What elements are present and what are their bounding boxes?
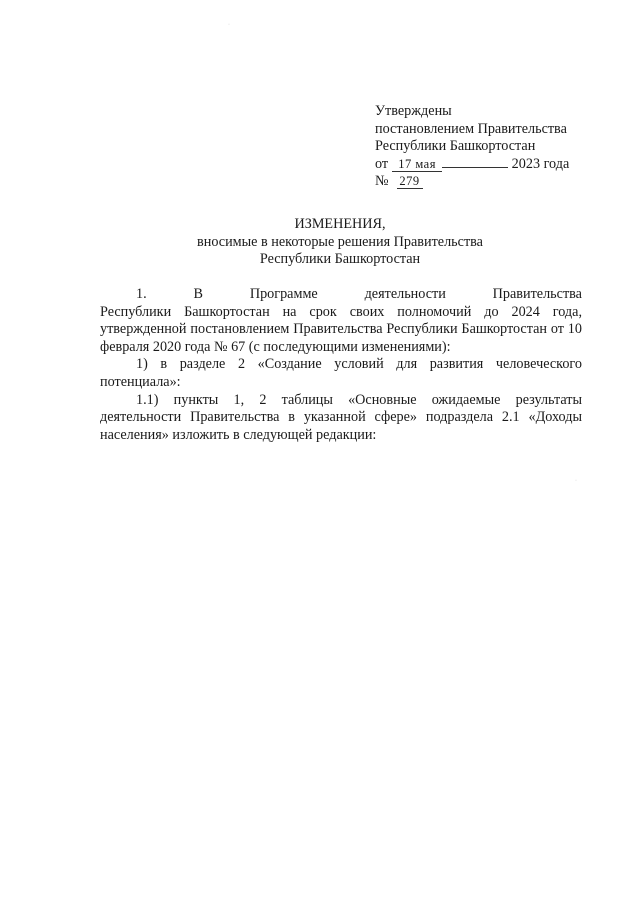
paragraph-1-first-line [100,286,582,304]
number-value: 279 [397,174,423,189]
date-prefix: от [375,155,389,172]
p1-word: 1. [136,286,147,302]
p1-word: В [193,286,203,302]
paragraph-1-rest: Республики Башкортостан на срок своих полномочий до 2024 года, утвержденной постановлением Правительства Республики Башкортостан от 10 февраля 2020 года № 67 (с последующими изменениями): [100,303,582,355]
paragraph-3: 1.1) пункты 1, 2 таблицы «Основные ожидаемые результаты деятельности Правительства в указанной сфере» подраздела 2.1 «Доходы населения» изложить в следующей редакции: [100,391,582,443]
approval-date-line [375,156,615,174]
approval-line-3: Республики Башкортостан [375,138,536,155]
paragraph-2: 1) в разделе 2 «Создание условий для развития человеческого потенциала»: [100,356,582,390]
title-line-2: вносимые в некоторые решения Правительства [197,233,483,250]
title-line-3: Республики Башкортостан [259,251,421,268]
scan-speck: · [228,22,230,28]
number-prefix: № [375,173,389,190]
paragraph-1 [100,286,582,356]
approval-number-line [375,173,615,191]
approval-block [375,103,615,191]
p1-word: Правительства [492,286,582,302]
p1-word: деятельности [364,286,446,302]
p1-word: Программе [249,286,318,302]
document-title [100,216,580,269]
scan-speck: · [575,478,577,484]
date-suffix: 2023 года [511,155,570,172]
date-blank [442,167,508,168]
document-body [100,286,582,444]
approval-line-2: постановлением Правительства [375,120,567,137]
approval-line-1: Утверждены [375,103,452,119]
title-main: ИЗМЕНЕНИЯ, [294,216,386,232]
date-value: 17 мая [392,157,442,172]
